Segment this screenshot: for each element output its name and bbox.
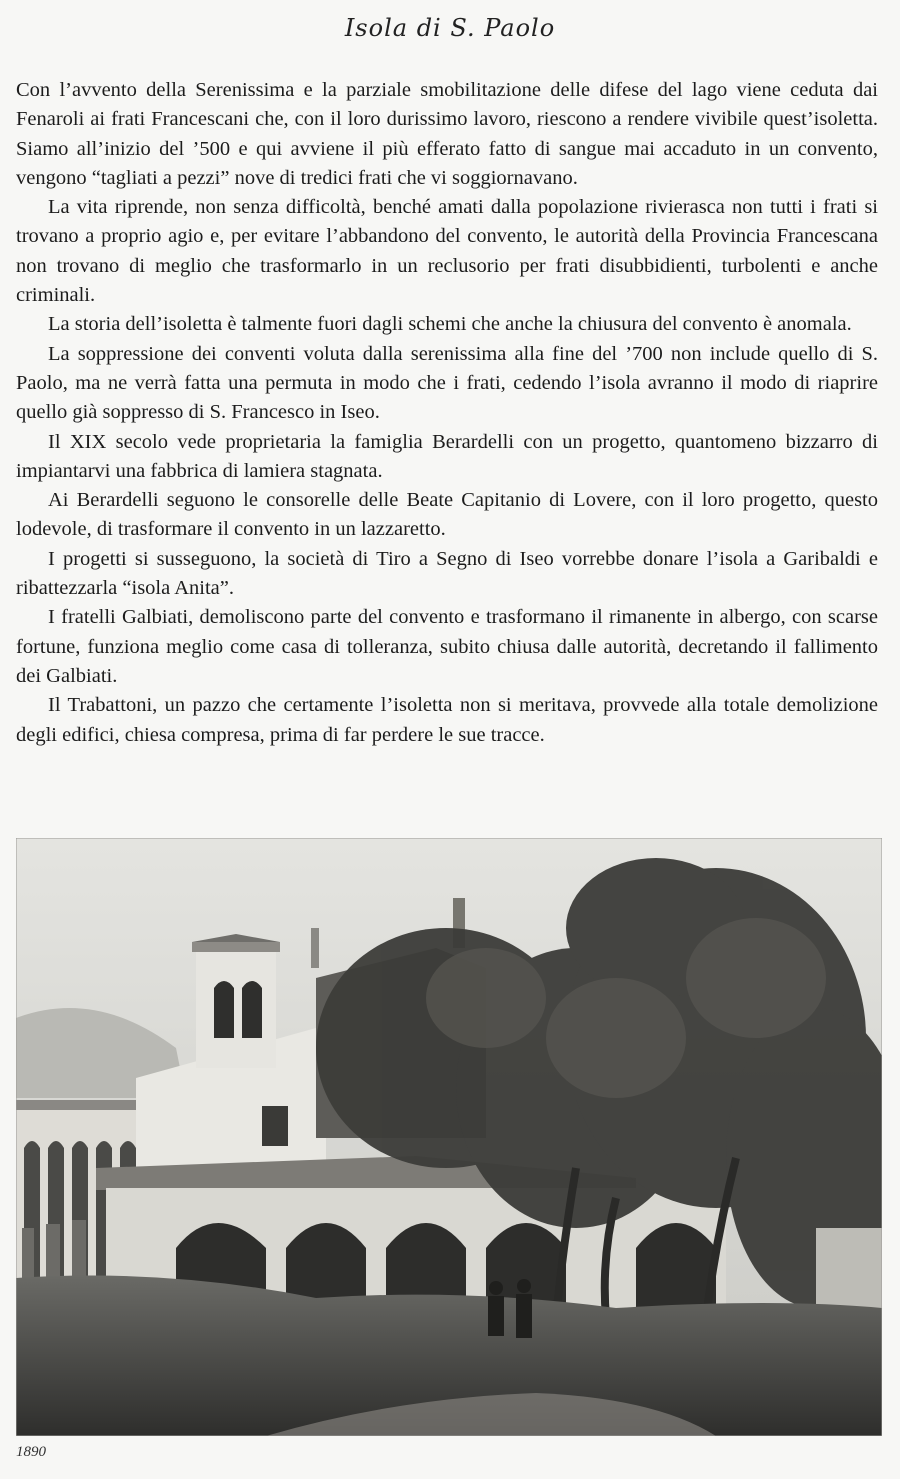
paragraph: Con l’avvento della Serenissima e la parziale smobilitazione delle difese del lago viene ceduta dai Fenaroli ai frati Francescani che, con il loro durissimo lavoro, riescono a rendere vivibile quest’isoletta. Siamo all’inizio del ’500 e qui avviene il più efferato fatto di sangue mai accaduto in un convento, vengono “tagliati a pezzi” nove di tredici frati che vi soggiornavano.: [16, 79, 878, 189]
body-text: [16, 76, 878, 750]
paragraph: La soppressione dei conventi voluta dalla serenissima alla fine del ’700 non include quello di S. Paolo, ma ne verrà fatta una permuta in modo che i frati, cedendo l’isola avranno il modo di riaprire quello già soppresso di S. Francesco in Iseo.: [16, 342, 878, 424]
paragraph: I progetti si susseguono, la società di Tiro a Segno di Iseo vorrebbe donare l’isola a Garibaldi e ribattezzarla “isola Anita”.: [16, 547, 878, 600]
photo-caption: 1890: [16, 1444, 46, 1460]
page-title: Isola di S. Paolo: [344, 14, 556, 42]
historic-photo-convent: [16, 838, 882, 1436]
convent-illustration: [16, 838, 882, 1436]
paragraph: La vita riprende, non senza difficoltà, benché amati dalla popolazione rivierasca non tutti i frati si trovano a proprio agio e, per evitare l’abbandono del convento, le autorità della Provincia Francescana non trovano di meglio che trasformarlo in un reclusorio per frati disubbidienti, turbolenti e anche criminali.: [16, 196, 878, 307]
paragraph: La storia dell’isoletta è talmente fuori dagli schemi che anche la chiusura del convento è anomala.: [48, 313, 852, 336]
paragraph: Il Trabattoni, un pazzo che certamente l’isoletta non si meritava, provvede alla totale demolizione degli edifici, chiesa compresa, prima di far perdere le sue tracce.: [16, 694, 878, 746]
paragraph: Ai Berardelli seguono le consorelle delle Beate Capitanio di Lovere, con il loro progetto, questo lodevole, di trasformare il convento in un lazzaretto.: [16, 489, 878, 541]
paragraph: I fratelli Galbiati, demoliscono parte del convento e trasformano il rimanente in albergo, con scarse fortune, funziona meglio come casa di tolleranza, subito chiusa dalle autorità, decretando il fallimento dei Galbiati.: [16, 606, 878, 687]
paragraph: Il XIX secolo vede proprietaria la famiglia Berardelli con un progetto, quantomeno bizzarro di impiantarvi una fabbrica di lamiera stagnata.: [16, 430, 878, 482]
